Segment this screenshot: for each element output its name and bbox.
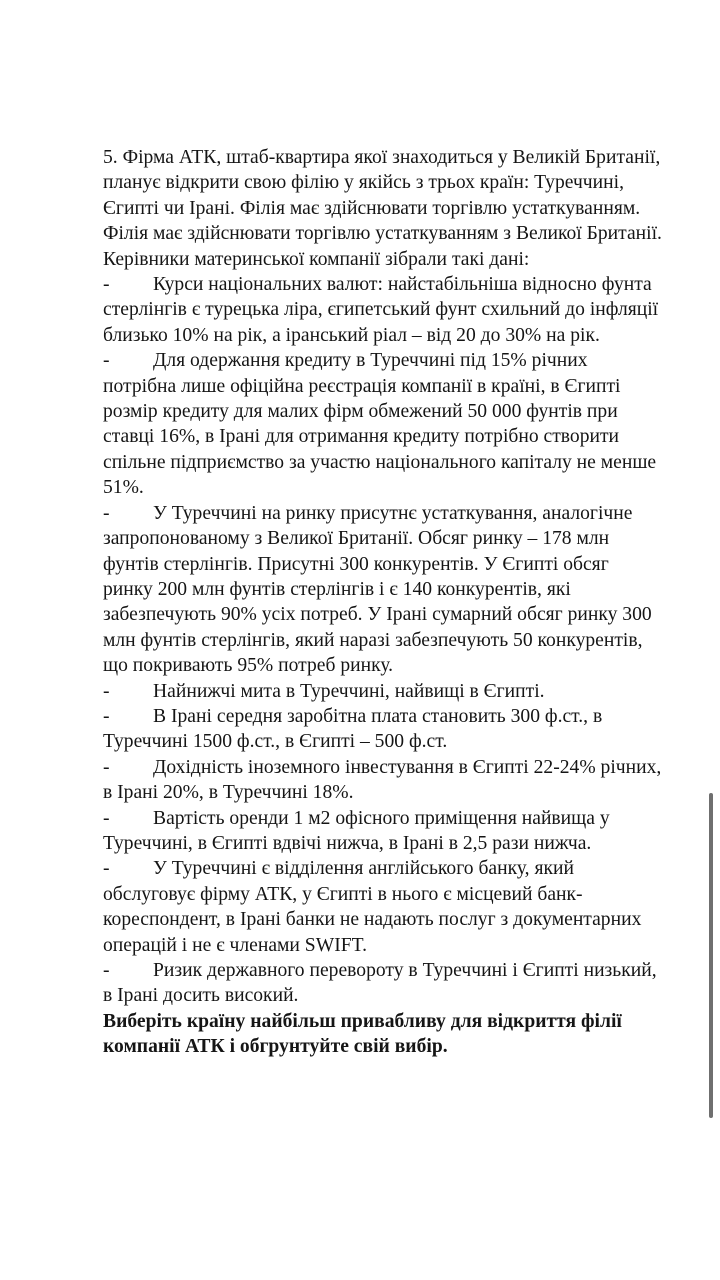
task-conclusion: Виберіть країну найбільш привабливу для відкриття філії компанії АТК і обгрунтуйте свій вибір.	[103, 1010, 622, 1058]
task-document	[103, 145, 663, 1060]
list-item-investment-yield	[103, 755, 663, 806]
bullet-dash: -	[103, 858, 110, 880]
list-item-market	[103, 501, 663, 679]
bullet-dash: -	[103, 807, 110, 829]
list-item-currency	[103, 272, 663, 348]
list-item-credit	[103, 348, 663, 500]
bullet-dash: -	[103, 680, 110, 702]
bullet-dash: -	[103, 756, 110, 778]
list-item-text: В Ірані середня заробітна плата становить 300 ф.ст., в Туреччині 1500 ф.ст., в Єгипті – 500 ф.ст.	[103, 705, 603, 753]
list-item-text: У Туреччині на ринку присутнє устаткування, аналогічне запропонованому з Великої Британії. Обсяг ринку – 178 млн фунтів стерлінгів. Присутні 300 конкурентів. У Єгипті обсяг ринку 200 млн фунтів стерлінгів і є 140 конкурентів, які забезпечують 90% усіх потреб. У Ірані сумарний обсяг ринку 300 млн фунтів стерлінгів, який наразі забезпечують 50 конкурентів, що покривають 95% потреб ринку.	[103, 502, 652, 677]
list-item-wages	[103, 704, 663, 755]
list-item-text: Вартість оренди 1 м2 офісного приміщення найвища у Туреччині, в Єгипті вдвічі нижча, в Ірані в 2,5 рази нижча.	[103, 807, 610, 854]
vertical-scrollbar[interactable]	[709, 793, 713, 1118]
list-item-office-rent	[103, 806, 663, 857]
bullet-dash: -	[103, 960, 110, 981]
list-item-text: Дохідність іноземного інвестування в Єгипті 22-24% річних, в Ірані 20%, в Туреччині 18%.	[103, 756, 662, 804]
list-item-text: Ризик державного перевороту в Туреччині і Єгипті низький, в Ірані досить високий.	[103, 960, 657, 1007]
bullet-dash: -	[103, 502, 110, 524]
data-list	[103, 272, 663, 1009]
list-item-text: Курси національних валют: найстабільніша відносно фунта стерлінгів є турецька ліра, єгипетський фунт схильний до інфляції близько 10% на рік, а іранський ріал – від 20 до 30% на рік.	[103, 274, 659, 346]
list-item-banking	[103, 856, 663, 958]
list-item-coup-risk	[103, 958, 663, 1009]
bullet-dash: -	[103, 274, 110, 296]
task-intro: 5. Фірма АТК, штаб-квартира якої знаходиться у Великій Британії, планує відкрити свою філію у якійсь з трьох країн: Туреччині, Єгипті чи Ірані. Філія має здійснювати торгівлю устаткуванням. Філія має здійснювати торгівлю устаткуванням з Великої Британії. Керівники материнської компанії зібрали такі дані:	[103, 147, 662, 270]
bullet-dash: -	[103, 705, 110, 727]
list-item-text: Для одержання кредиту в Туреччині під 15% річних потрібна лише офіційна реєстрація компанії в країні, в Єгипті розмір кредиту для малих фірм обмежений 50 000 фунтів при ставці 16%, в Ірані для отримання кредиту потрібно створити спільне підприємство за участю національного капіталу не менше 51%.	[103, 350, 657, 499]
list-item-duties	[103, 679, 663, 704]
list-item-text: Найнижчі мита в Туреччині, найвищі в Єгипті.	[153, 680, 545, 702]
list-item-text: У Туреччині є відділення англійського банку, який обслуговує фірму АТК, у Єгипті в нього є місцевий банк-кореспондент, в Ірані банки не надають послуг з документарних операцій і не є членами SWIFT.	[103, 858, 642, 956]
bullet-dash: -	[103, 350, 110, 372]
